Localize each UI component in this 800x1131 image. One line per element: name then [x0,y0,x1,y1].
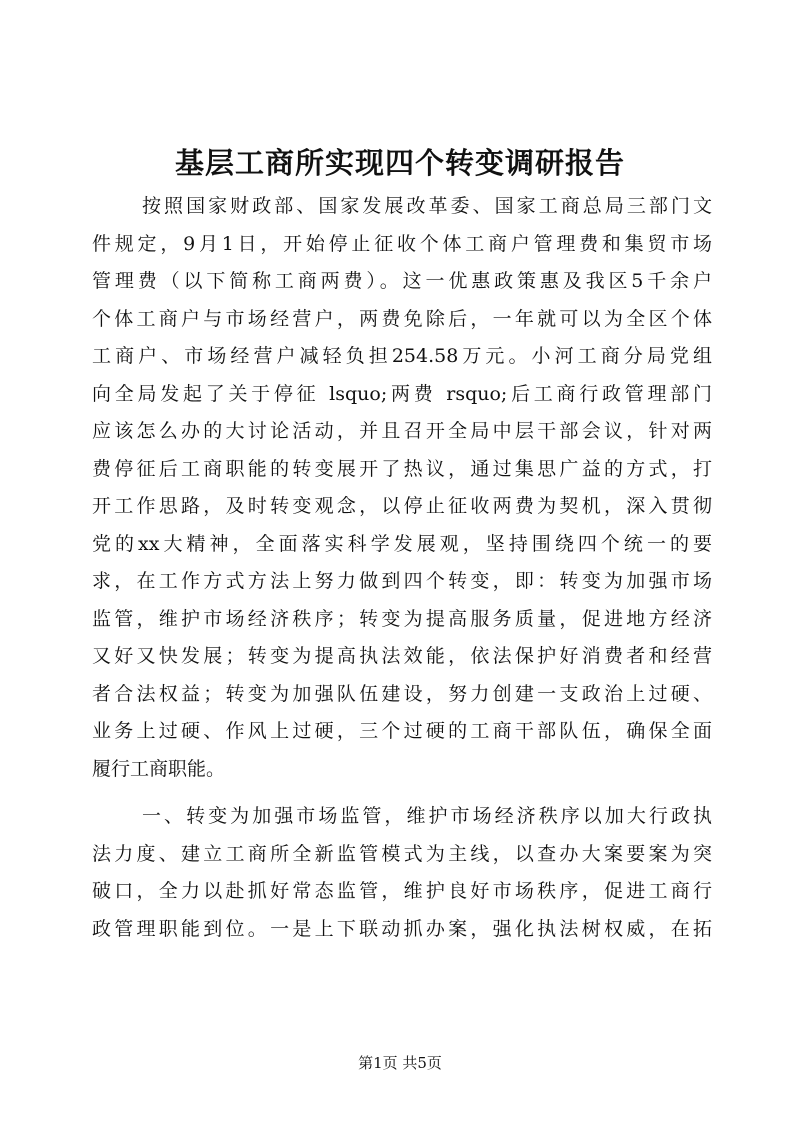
text-line: 破口，全力以赴抓好常态监管，维护良好市场秩序，促进工商行 [92,880,712,902]
text-line: 履行工商职能。 [92,757,226,780]
page-footer: 第1页 共5页 [358,1054,442,1072]
text-line: 件规定，9月1日，开始停止征收个体工商户管理费和集贸市场 [92,232,712,255]
text-line: 求，在工作方式方法上努力做到四个转变，即：转变为加强市场 [92,570,712,592]
document-body [92,188,712,948]
text-line: 开工作思路，及时转变观念，以停止征收两费为契机，深入贯彻 [92,495,712,517]
paragraph-2 [92,798,712,948]
text-line: 按照国家财政部、国家发展改革委、国家工商总局三部门文 [142,195,712,217]
text-line: 法力度、建立工商所全新监管模式为主线，以查办大案要案为突 [92,842,712,865]
text-line: 工商户、市场经营户减轻负担254.58万元。小河工商分局党组 [92,345,712,367]
text-line: 又好又快发展；转变为提高执法效能，依法保护好消费者和经营 [92,645,712,667]
text-line: 个体工商户与市场经营户，两费免除后，一年就可以为全区个体 [92,307,712,330]
document-title: 基层工商所实现四个转变调研报告 [174,146,625,180]
text-line: 者合法权益；转变为加强队伍建设，努力创建一支政治上过硬、 [92,682,712,705]
text-line: 管理费（以下简称工商两费）。这一优惠政策惠及我区5千余户 [92,270,712,292]
paragraph-1 [92,188,712,788]
text-line: 一、转变为加强市场监管，维护市场经济秩序以加大行政执 [142,805,712,827]
text-line: 政管理职能到位。一是上下联动抓办案，强化执法树权威，在拓 [92,917,712,940]
text-line: 应该怎么办的大讨论活动，并且召开全局中层干部会议，针对两 [92,420,712,442]
text-line: 费停征后工商职能的转变展开了热议，通过集思广益的方式，打 [92,457,712,480]
text-line: 党的xx大精神，全面落实科学发展观，坚持围绕四个统一的要 [92,532,712,555]
text-line: 业务上过硬、作风上过硬，三个过硬的工商干部队伍，确保全面 [92,720,712,742]
text-line: 监管，维护市场经济秩序；转变为提高服务质量，促进地方经济 [92,607,712,630]
paragraph-spacer [92,788,712,798]
text-line: 向全局发起了关于停征 lsquo;两费 rsquo;后工商行政管理部门 [92,382,712,405]
